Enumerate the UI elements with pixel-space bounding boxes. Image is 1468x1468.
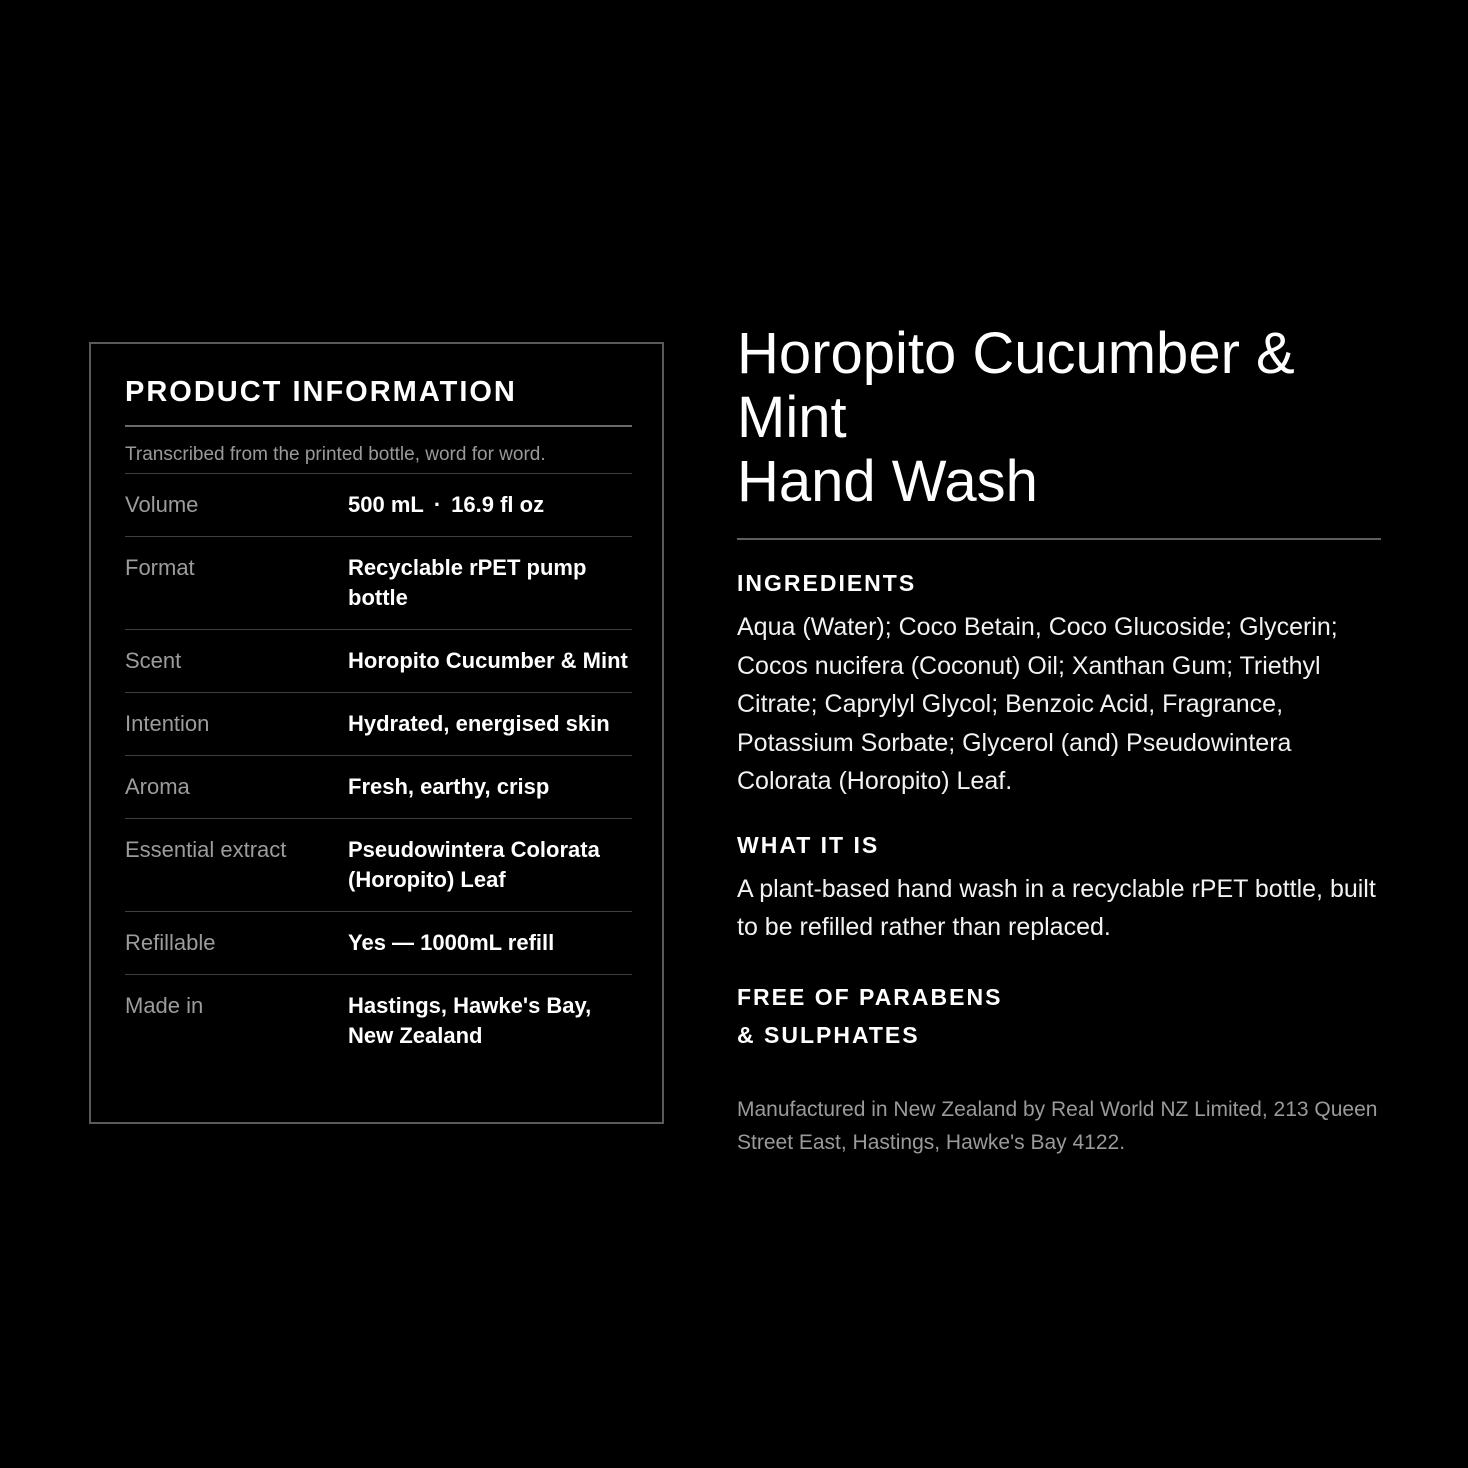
panel-note: Transcribed from the printed bottle, word for word. [125,444,546,465]
manufacturer-note: Manufactured in New Zealand by Real World NZ Limited, 213 Queen Street East, Hastings, Hawke's Bay 4122. [737,1097,1378,1154]
info-row-essential-extract [125,818,632,911]
free-of-line: & SULPHATES [737,1021,920,1048]
ingredients-heading: INGREDIENTS [737,570,917,596]
info-key: Volume [125,492,199,517]
product-information-panel [89,342,664,1124]
free-of-claim [737,978,1381,1054]
info-table [125,473,632,1067]
volume-metric: 500 mL [348,492,424,517]
panel-title: PRODUCT INFORMATION [125,376,517,408]
info-value: Hastings, Hawke's Bay, New Zealand [348,993,592,1048]
info-row-volume [125,473,632,536]
volume-imperial: 16.9 fl oz [451,492,545,517]
info-key: Format [125,555,195,580]
info-key: Essential extract [125,837,287,862]
info-value: Yes — 1000mL refill [348,930,555,955]
info-value: Fresh, earthy, crisp [348,774,550,799]
info-row-format [125,536,632,629]
ingredients-text: Aqua (Water); Coco Betain, Coco Glucoside; Glycerin; Cocos nucifera (Coconut) Oil; Xanthan Gum; Triethyl Citrate; Caprylyl Glycol; Benzoic Acid, Fragrance, Potassium Sorbate; Glycerol (and) Pseudowintera Colorata (Horopito) Leaf. [737,613,1338,795]
what-it-is-heading: WHAT IT IS [737,831,880,858]
free-of-line: FREE OF PARABENS [737,983,1003,1010]
info-row-scent [125,629,632,692]
title-divider [737,538,1381,540]
product-title [737,322,1381,514]
info-row-made-in [125,974,632,1067]
info-value: Horopito Cucumber & Mint [348,648,628,673]
panel-title-divider [125,425,632,427]
info-value: Hydrated, energised skin [348,711,610,736]
info-row-refillable [125,911,632,974]
info-value: Pseudowintera Colorata (Horopito) Leaf [348,837,600,892]
info-key: Refillable [125,930,216,955]
info-value: Recyclable rPET pump bottle [348,555,587,610]
product-title-line: Hand Wash [737,449,1038,514]
info-key: Scent [125,648,182,673]
what-it-is-text: A plant-based hand wash in a recyclable rPET bottle, built to be refilled rather than replaced. [737,874,1376,941]
info-key: Aroma [125,774,190,799]
product-title-line: Mint [737,385,847,450]
product-title-line: Horopito Cucumber & [737,321,1295,386]
info-row-intention [125,692,632,755]
info-key: Intention [125,711,210,736]
product-details [737,322,1381,1159]
info-value [348,490,632,520]
info-key: Made in [125,993,204,1018]
info-row-aroma [125,755,632,818]
volume-separator: · [433,492,442,517]
